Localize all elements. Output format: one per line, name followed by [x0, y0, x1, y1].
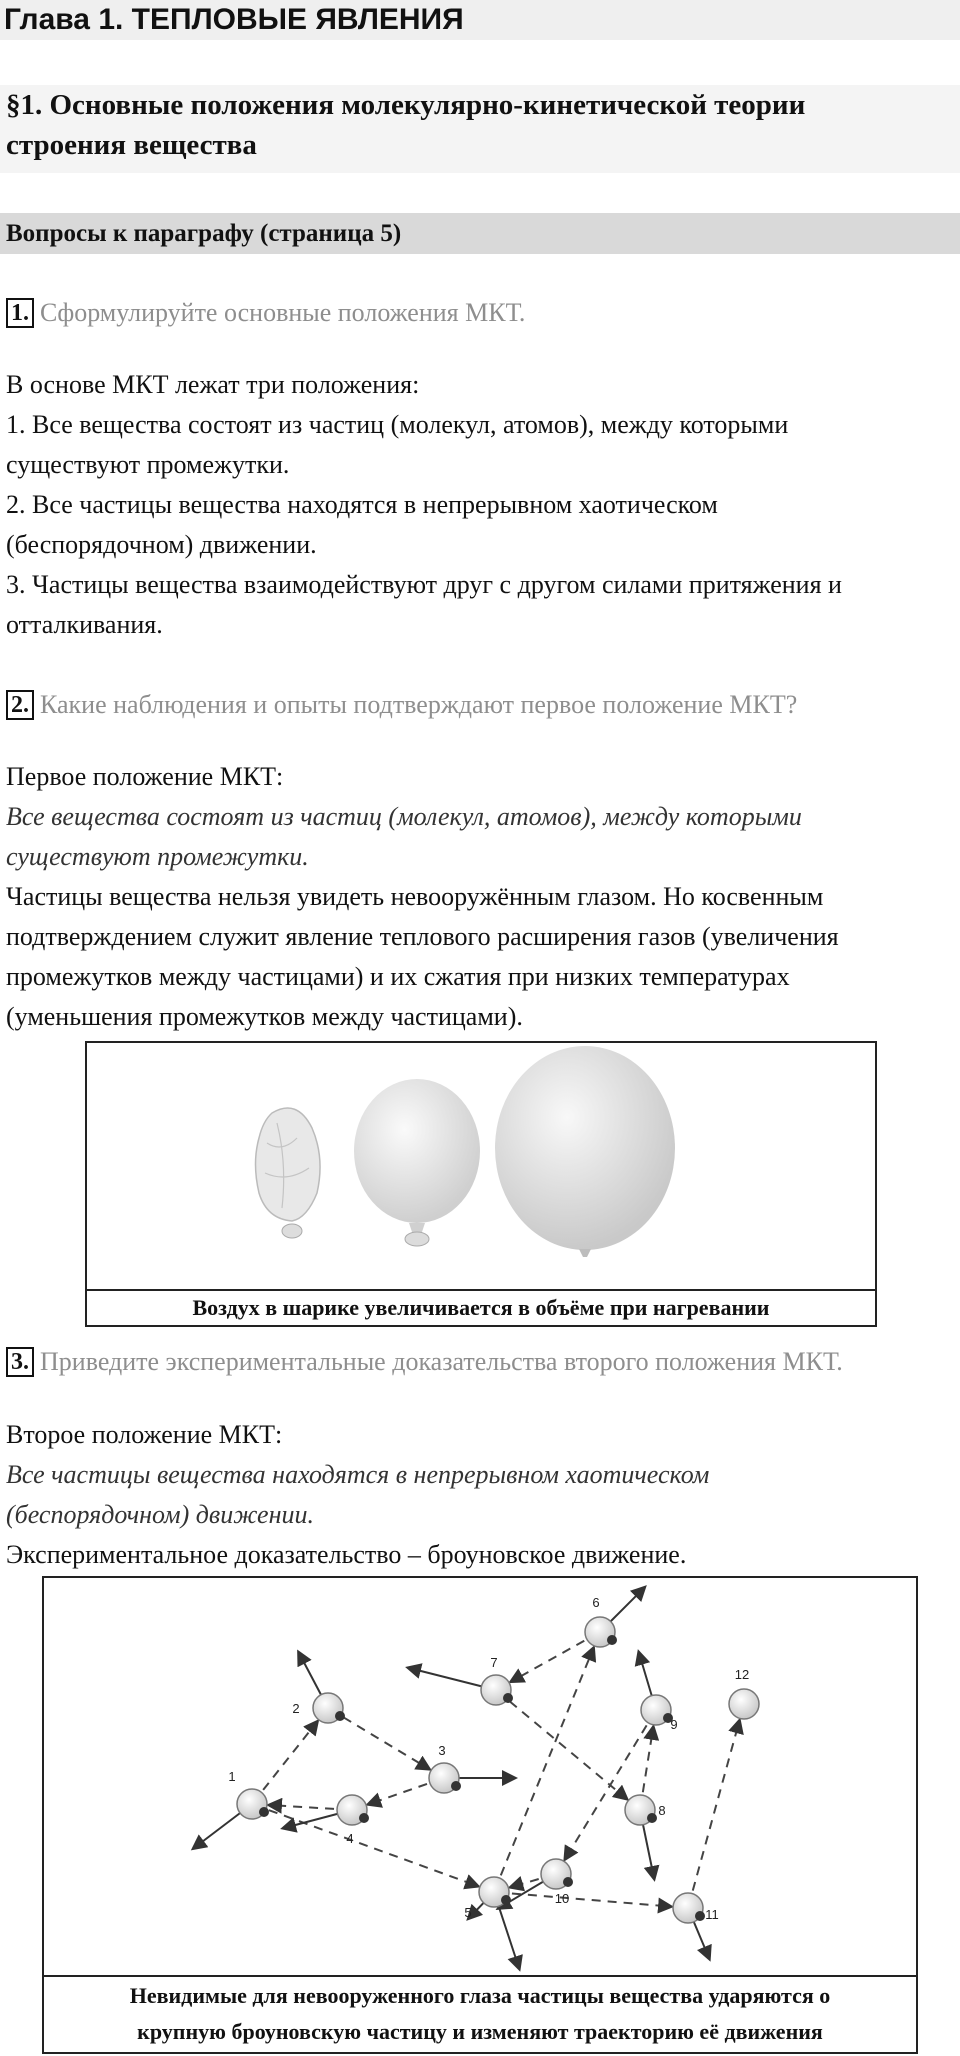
caption-line: крупную броуновскую частицу и изменяют траекторию её движения — [137, 2019, 823, 2044]
answer-italic-line: Все вещества состоят из частиц (молекул, атомов), между которыми — [6, 802, 802, 831]
trajectory-segment — [263, 1722, 317, 1790]
balloons-figure — [85, 1041, 877, 1327]
brownian-figure — [42, 1576, 918, 2054]
answer-line: подтверждением служит явление теплового расширения газов (увеличения — [6, 922, 839, 951]
trajectory-segment — [643, 1728, 653, 1792]
medium-balloon-icon — [354, 1079, 480, 1246]
answer-line: 1. Все вещества состоят из частиц (молекул, атомов), между которыми — [6, 410, 789, 439]
answer-1 — [6, 365, 956, 645]
answer-line: 3. Частицы вещества взаимодействуют друг с другом силами притяжения и — [6, 570, 842, 599]
molecule-dot — [259, 1807, 269, 1817]
answer-line: 2. Все частицы вещества находятся в непрерывном хаотическом — [6, 490, 718, 519]
chapter-title: Глава 1. ТЕПЛОВЫЕ ЯВЛЕНИЯ — [0, 0, 960, 40]
trajectory-segment — [512, 1641, 585, 1681]
particle-label: 6 — [592, 1595, 600, 1610]
molecule-dot — [607, 1635, 617, 1645]
trajectory-segment — [501, 1649, 593, 1876]
particle-label: 1 — [228, 1769, 236, 1784]
answer-3 — [6, 1415, 956, 1575]
particle-label: 4 — [346, 1831, 354, 1846]
trajectory-segment — [343, 1717, 428, 1768]
molecule-dot — [695, 1911, 705, 1921]
question-text: Приведите экспериментальные доказательства второго положения МКТ. — [40, 1347, 843, 1376]
questions-header: Вопросы к параграфу (страница 5) — [0, 213, 960, 254]
answer-intro: Первое положение МКТ: — [6, 762, 284, 791]
trajectory-segment — [693, 1721, 739, 1890]
answer-line: существуют промежутки. — [6, 450, 290, 479]
question-text: Сформулируйте основные положения МКТ. — [40, 298, 526, 327]
trajectory-segment — [269, 1810, 477, 1886]
answer-line: отталкивания. — [6, 610, 163, 639]
answer-line: (уменьшения промежутков между частицами). — [6, 1002, 523, 1031]
answer-intro: Второе положение МКТ: — [6, 1420, 283, 1449]
figure-caption — [44, 1975, 916, 2052]
question-1 — [6, 298, 525, 328]
question-number: 2. — [6, 690, 34, 720]
molecule-dot — [501, 1895, 511, 1905]
molecule-dot — [335, 1711, 345, 1721]
section-title-line2: строения вещества — [6, 129, 257, 161]
molecule-dot — [451, 1781, 461, 1791]
section-title — [0, 85, 960, 173]
large-balloon-icon — [495, 1046, 675, 1257]
caption-line: Невидимые для невооруженного глаза частицы вещества ударяются о — [129, 1983, 831, 2008]
question-text: Какие наблюдения и опыты подтверждают первое положение МКТ? — [40, 690, 798, 719]
particle-label: 9 — [670, 1717, 678, 1732]
figure-caption: Воздух в шарике увеличивается в объёме при нагревании — [87, 1289, 875, 1325]
trajectory-segment — [270, 1805, 334, 1809]
particle-label: 5 — [464, 1905, 472, 1920]
answer-italic-line: Все частицы вещества находятся в непрерывном хаотическом — [6, 1460, 710, 1489]
answer-line: В основе МКТ лежат три положения: — [6, 370, 420, 399]
answer-2 — [6, 757, 956, 1037]
particle-label: 10 — [554, 1891, 570, 1906]
answer-line: промежутков между частицами) и их сжатия при низких температурах — [6, 962, 790, 991]
trajectory-segment — [565, 1725, 646, 1858]
answer-line: Частицы вещества нельзя увидеть невооружённым глазом. Но косвенным — [6, 882, 824, 911]
answer-line: (беспорядочном) движении. — [6, 530, 317, 559]
small-balloon-icon — [256, 1108, 321, 1238]
trajectory-segment — [510, 1702, 626, 1799]
answer-line: Экспериментальное доказательство – броуновское движение. — [6, 1540, 687, 1569]
section-title-line1: §1. Основные положения молекулярно-кинетической теории — [6, 89, 806, 121]
answer-italic-line: существуют промежутки. — [6, 842, 309, 871]
molecule-dot — [647, 1813, 657, 1823]
particle-label: 11 — [705, 1907, 719, 1922]
molecule-dot — [359, 1813, 369, 1823]
brownian-particle — [729, 1689, 759, 1719]
answer-italic-line: (беспорядочном) движении. — [6, 1500, 314, 1529]
particle-label: 7 — [490, 1655, 498, 1670]
molecule-dot — [503, 1693, 513, 1703]
trajectory-segment — [369, 1784, 427, 1804]
brownian-motion-diagram — [44, 1578, 916, 1978]
particle-label: 3 — [438, 1743, 446, 1758]
question-3 — [6, 1347, 843, 1377]
question-2 — [6, 690, 797, 720]
question-number: 1. — [6, 298, 34, 328]
trajectory-segment — [512, 1893, 670, 1906]
particle-label: 2 — [292, 1701, 300, 1716]
particle-label: 12 — [734, 1667, 750, 1682]
molecule-dot — [563, 1877, 573, 1887]
balloons-illustration — [87, 1043, 875, 1291]
particle-label: 8 — [658, 1803, 666, 1818]
question-number: 3. — [6, 1347, 34, 1377]
